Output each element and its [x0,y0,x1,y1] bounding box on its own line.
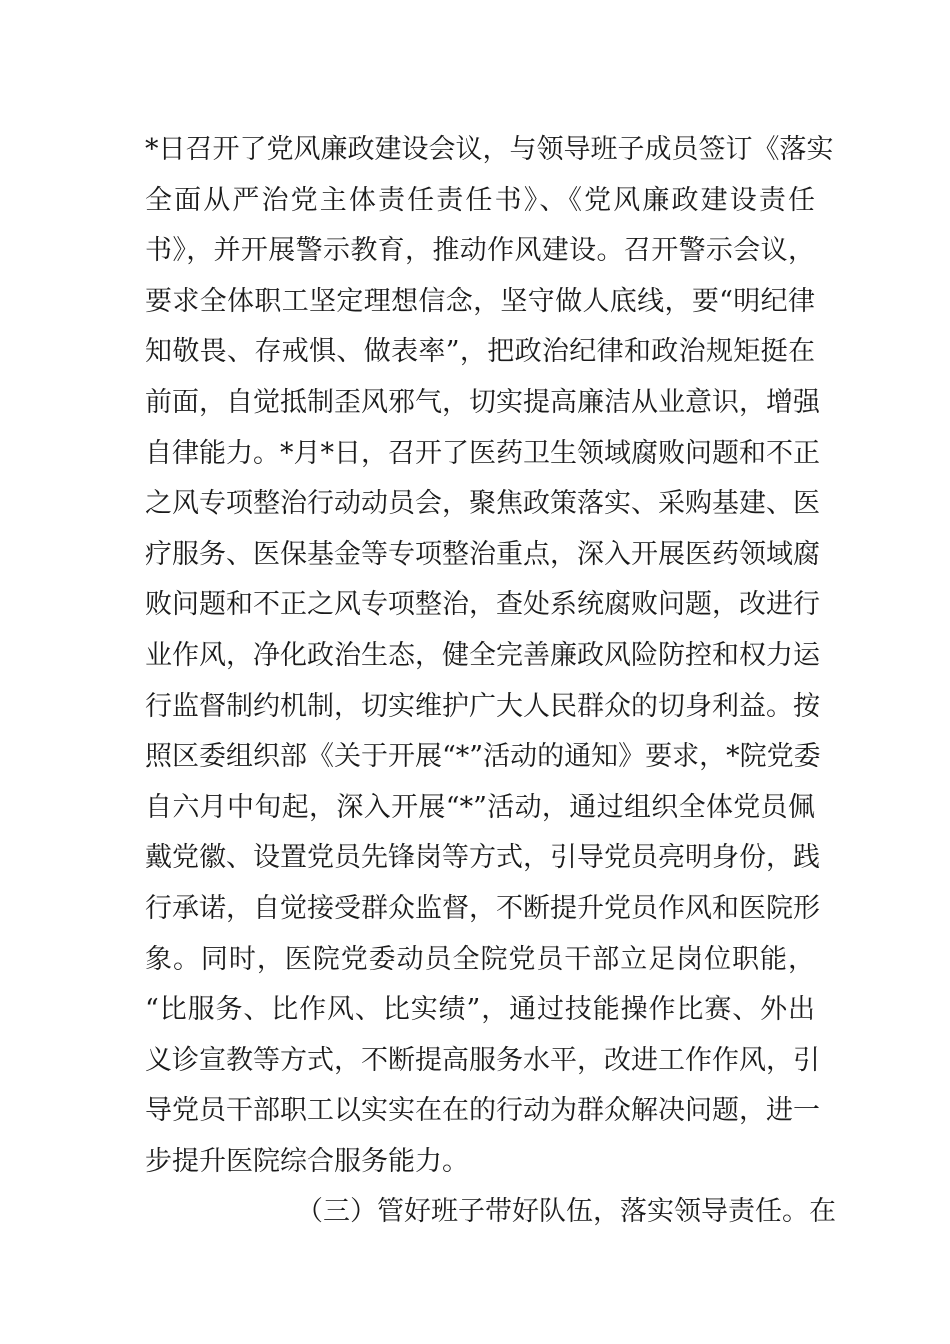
text-line: 自六月中旬起，深入开展“*”活动，通过组织全体党员佩 [145,791,815,823]
text-line: 步提升医院综合服务能力。 [145,1145,469,1177]
text-line: 自律能力。*月*日，召开了医药卫生领域腐败问题和不正 [145,437,820,469]
text-line: 要求全体职工坚定理想信念，坚守做人底线，要“明纪律 [145,285,815,317]
text-line: 行承诺，自觉接受群众监督，不断提升党员作风和医院形 [145,892,820,924]
text-line: *日召开了党风廉政建设会议，与领导班子成员签订《落实 [145,134,834,165]
text-line: 疗服务、医保基金等专项整治重点，深入开展医药领域腐 [145,538,820,570]
text-line: 义诊宣教等方式，不断提高服务水平，改进工作作风，引 [145,1044,820,1076]
text-line: 导党员干部职工以实实在在的行动为群众解决问题，进一 [145,1095,820,1127]
text-line: 败问题和不正之风专项整治，查处系统腐败问题，改进行 [145,589,820,621]
body-text [145,125,836,1238]
text-line: 象。同时，医院党委动员全院党员干部立足岗位职能， [145,943,815,975]
text-line: 书》，并开展警示教育，推动作风建设。召开警示会议， [145,235,815,267]
text-line: 照区委组织部《关于开展“*”活动的通知》要求，*院党委 [145,741,821,773]
text-line: 戴党徽、设置党员先锋岗等方式，引导党员亮明身份，践 [145,842,820,874]
text-line: 业作风，净化政治生态，健全完善廉政风险防控和权力运 [145,639,820,671]
text-line: 之风专项整治行动动员会，聚焦政策落实、采购基建、医 [145,488,820,520]
text-line: 前面，自觉抵制歪风邪气，切实提高廉洁从业意识，增强 [145,386,820,418]
text-line: 行监督制约机制，切实维护广大人民群众的切身利益。按 [145,690,820,722]
text-line: 全面从严治党主体责任责任书》、《党风廉政建设责任 [145,184,815,216]
section-heading-line: （三）管好班子带好队伍，落实领导责任。在 [296,1196,836,1228]
text-line: 知敬畏、存戒惧、做表率”，把政治纪律和政治规矩挺在 [145,336,815,368]
text-line: “比服务、比作风、比实绩”，通过技能操作比赛、外出 [145,994,815,1026]
